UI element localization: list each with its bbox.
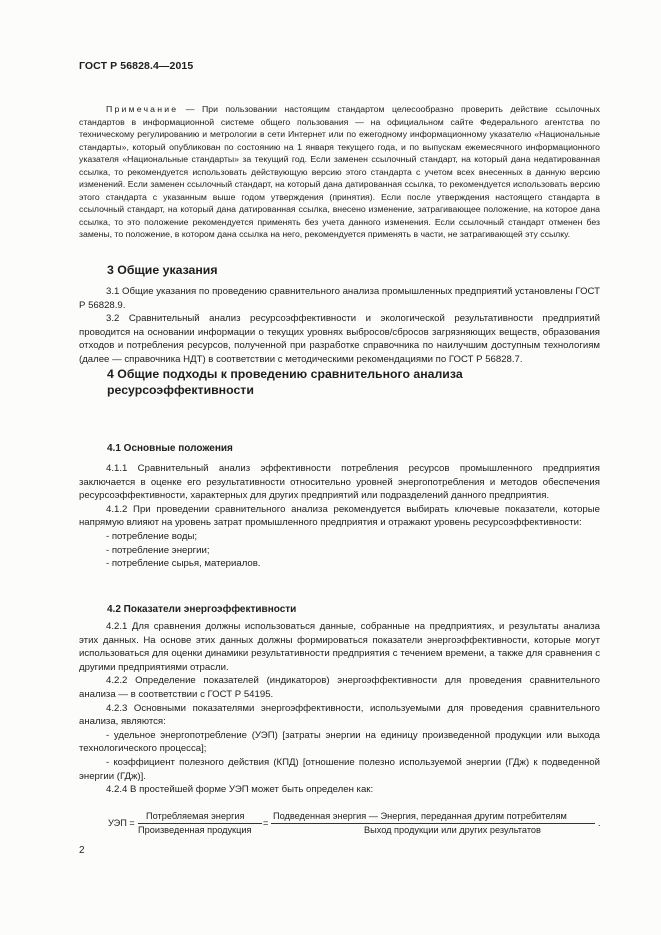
paragraph-4-2-4: 4.2.4 В простейшей форме УЭП может быть определен как: (106, 784, 374, 796)
section-4-heading: 4 Общие подходы к проведению сравнительного анализа ресурсоэффективности (107, 367, 463, 397)
subsection-4-1-heading: 4.1 Основные положения (107, 443, 233, 454)
paragraph-4-2-3: 4.2.3 Основными показателями энергоэффективности, используемыми для проведения сравнительного анализа, являются: (79, 702, 600, 728)
list-item: - потребление воды; (106, 530, 198, 542)
formula-denominator-2: Выход продукции или других результатов (364, 825, 541, 835)
paragraph-4-2-1: 4.2.1 Для сравнения должны использоваться данные, собранные на предприятиях, и результаты анализа этих данных. На основе этих данных должны формироваться показатели энергоэффективности, которые могут использоваться для оценки динамики результативности предприятия с течением времени, а также для сравнения с другими предприятиями отрасли. (79, 621, 600, 673)
formula-equals: = (263, 818, 269, 828)
document-header: ГОСТ Р 56828.4—2015 (79, 60, 194, 72)
formula-lhs: УЭП = (108, 818, 135, 828)
page-number: 2 (79, 845, 85, 856)
subsection-4-2-body (79, 620, 600, 797)
uep-formula (108, 810, 608, 840)
subsection-4-2-heading: 4.2 Показатели энергоэффективности (107, 604, 297, 615)
formula-end: . (598, 818, 601, 828)
formula-denominator-1: Произведенная продукция (138, 825, 252, 835)
paragraph-4-1-2: 4.1.2 При проведении сравнительного анализа рекомендуется выбирать ключевые показатели, которые напрямую влияют на уровень затрат промышленного предприятия и отражают уровень ресурсоэффективности: (79, 503, 600, 529)
list-item: - потребление сырья, материалов. (106, 558, 261, 570)
paragraph-4-2-2: 4.2.2 Определение показателей (индикаторов) энергоэффективности для проведения сравнительного анализа — в соответствии с ГОСТ Р 54195. (79, 675, 600, 700)
reference-note (79, 103, 600, 241)
list-item: - потребление энергии; (106, 544, 210, 556)
fraction-bar-1 (138, 823, 262, 824)
section-3-heading: 3 Общие указания (107, 263, 218, 277)
section-3-body (79, 285, 600, 367)
paragraph-3-1: 3.1 Общие указания по проведению сравнительного анализа промышленных предприятий установлены ГОСТ Р 56828.9. (79, 286, 600, 311)
formula-numerator-1: Потребляемая энергия (146, 811, 245, 821)
paragraph-4-1-1: 4.1.1 Сравнительный анализ эффективности потребления ресурсов промышленного предприятия заключается в оценке его результативности относительно уровней энергопотребления и методов обеспечения ресурсоэффективности, характерных для других предприятий или подразделений данного предприятия. (79, 463, 600, 502)
subsection-4-1-body (79, 462, 600, 571)
note-label: Примечание (106, 104, 179, 114)
fraction-bar-2 (271, 823, 595, 824)
list-item-kpd: - коэффициент полезного действия (КПД) [отношение полезно используемой энергии (ГДж) к подведенной энергии (ГДж)]. (79, 756, 600, 782)
formula-numerator-2: Подведенная энергия — Энергия, переданная другим потребителям (273, 811, 567, 821)
list-item-uep: - удельное энергопотребление (УЭП) [затраты энергии на единицу произведенной продукции или выхода технологического процесса]; (79, 729, 600, 755)
paragraph-3-2: 3.2 Сравнительный анализ ресурсоэффективности и экологической результативности предприятий проводится на основании информации о текущих уровнях выбросов/сбросов загрязняющих веществ, образования отходов и потребления ресурсов, полученной при разработке справочника по наилучшим доступным технологиям (далее — справочника НДТ) в соответствии с методическими рекомендациями по ГОСТ Р 56828.7. (79, 313, 600, 365)
note-text: — При пользовании настоящим стандартом целесообразно проверить действие ссылочных стандартов в информационной системе общего пользования — на официальном сайте Федерального агентства по техническому регулированию и метрологии в сети Интернет или по ежегодному информационному указателю «Национальные стандарты», который опубликован по состоянию на 1 января текущего года, и по выпускам ежемесячного информационного указателя «Национальные стандарты» за текущий год. Если заменен ссылочный стандарт, на который дана недатированная ссылка, то рекомендуется использовать действующую версию этого стандарта с учетом всех внесенных в данную версию изменений. Если заменен ссылочный стандарт, на который дана датированная ссылка, то рекомендуется использовать версию этого стандарта с указанным выше годом утверждения (принятия). Если после утверждения настоящего стандарта в ссылочный стандарт, на который дана датированная ссылка, внесено изменение, затрагивающее положение, на которое дана ссылка, то это положение рекомендуется применять без учета данного изменения. Если ссылочный стандарт отменен без замены, то положение, в котором дана ссылка на него, рекомендуется применять в части, не затрагивающей эту ссылку. (79, 104, 600, 240)
